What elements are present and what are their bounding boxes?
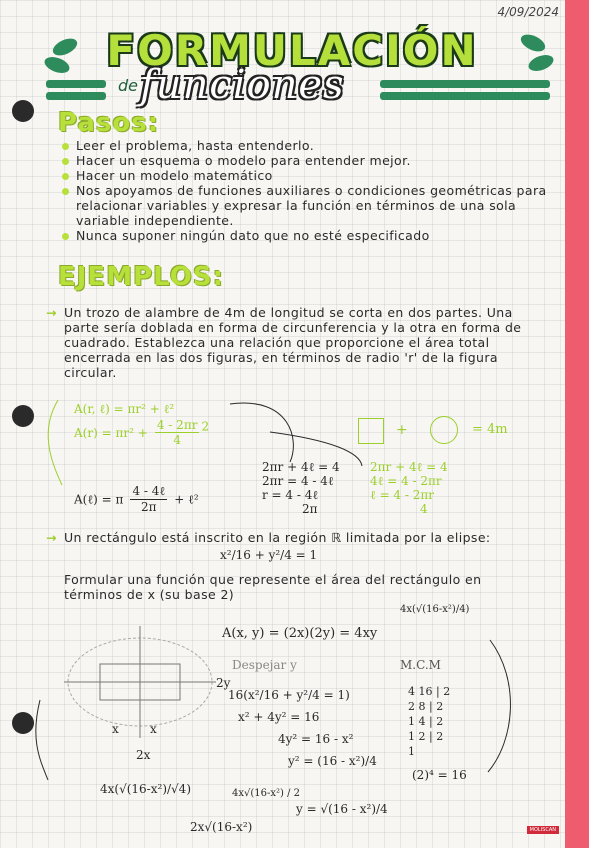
mcm-label: M.C.M: [400, 658, 441, 672]
work-line: ℓ = 4 - 2πr: [370, 488, 435, 502]
step-item: Nos apoyamos de funciones auxiliares o condiciones geométricas para relacionar variables y expresar la función en términos de una sola variable independiente.: [62, 183, 552, 228]
example2-text-a: Un rectángulo está inscrito en la región ℝ limitada por la elipse:: [64, 530, 491, 545]
mcm-row: 2 8 | 2: [408, 700, 444, 713]
work-denominator: 2π: [302, 502, 318, 516]
step-line: 4y² = 16 - x²: [278, 732, 354, 746]
final-mid: 4x√(16-x²) / 2: [232, 788, 301, 799]
eq-area-r-left: A(r) = πr² +: [74, 426, 148, 440]
title-sub: funciones: [140, 62, 345, 108]
date: 4/09/2024: [497, 5, 559, 19]
example2-text-b: Formular una función que represente el área del rectángulo en términos de x (su base 2): [64, 572, 482, 602]
pasos-heading: Pasos:: [58, 108, 160, 138]
step-line: 16(x²/16 + y²/4 = 1): [228, 688, 350, 702]
title-main: FORMULACIÓN: [106, 26, 478, 75]
ejemplos-heading: EJEMPLOS:: [58, 262, 224, 292]
eq-area-ell-right: + ℓ²: [174, 492, 199, 507]
mcm-row: 1 2 | 2: [408, 730, 444, 743]
label-x-right: x: [150, 722, 157, 736]
arrow-icon: →: [46, 530, 57, 545]
title-de: de: [118, 76, 138, 95]
final-left: 4x(√(16-x²)/√4): [100, 782, 192, 796]
fraction-numerator: 4 - 4ℓ: [132, 484, 166, 498]
mcm-row: 1 4 | 2: [408, 715, 444, 728]
fraction-denominator: 2π: [141, 500, 157, 514]
plus-sign: +: [396, 422, 408, 438]
work-line: r = 4 - 4ℓ: [262, 488, 319, 502]
ellipse-sketch: [60, 620, 220, 750]
work-line: 2πr = 4 - 4ℓ: [262, 474, 334, 488]
area-eq: A(x, y) = (2x)(2y) = 4xy: [222, 626, 378, 641]
eq-area-two-vars: A(r, ℓ) = πr² + ℓ²: [74, 402, 175, 416]
mcm-table: [408, 684, 450, 759]
label-x-left: x: [112, 722, 119, 736]
label-2x: 2x: [136, 748, 151, 762]
step-item: Nunca suponer ningún dato que no esté especificado: [62, 228, 552, 243]
mcm-result: (2)⁴ = 16: [412, 768, 467, 782]
despejar-label: Despejar y: [232, 658, 297, 672]
step-line: x² + 4y² = 16: [238, 710, 320, 724]
work-left: [262, 460, 340, 516]
eq-area-ell-fraction: [130, 484, 167, 514]
step-item: Hacer un esquema o modelo para entender mejor.: [62, 153, 552, 168]
label-2y: 2y: [216, 676, 231, 690]
work-denominator: 4: [420, 502, 428, 516]
arrow-icon: →: [46, 305, 57, 320]
work-line: 2πr + 4ℓ = 4: [370, 460, 448, 474]
eq-area-ell: [74, 484, 199, 514]
example1-text: Un trozo de alambre de 4m de longitud se corta en dos partes. Una parte sería doblada en forma de circunferencia y la otra en forma de cuadrado. Establezca una relación que proporcione el área total encerrada en las dos figuras, en términos de radio 'r' de la figura circular.: [64, 305, 522, 380]
eq-area-ell-left: A(ℓ) = π: [74, 492, 124, 507]
step-item: Leer el problema, hasta entenderlo.: [62, 138, 552, 153]
area-note: 4x(√(16-x²)/4): [400, 604, 470, 615]
work-right: [370, 460, 448, 516]
ellipse-eq: x²/16 + y²/4 = 1: [220, 548, 318, 562]
length-label: = 4m: [472, 422, 508, 437]
exponent: 2: [201, 419, 210, 434]
final-bottom: 2x√(16-x²): [190, 820, 253, 834]
work-line: 4ℓ = 4 - 2πr: [370, 474, 442, 488]
step-item: Hacer un modelo matemático: [62, 168, 552, 183]
mcm-row: 1: [408, 745, 415, 758]
fraction-denominator: 4: [173, 433, 181, 447]
work-line: 2πr + 4ℓ = 4: [262, 460, 340, 474]
final-y: y = √(16 - x²)/4: [296, 802, 388, 816]
step-line: y² = (16 - x²)/4: [288, 754, 377, 768]
despejar-steps: [228, 684, 377, 772]
mcm-row: 4 16 | 2: [408, 685, 451, 698]
fraction-numerator: 4 - 2πr: [156, 418, 198, 432]
brand-logo: MOLISCAN: [527, 826, 559, 834]
